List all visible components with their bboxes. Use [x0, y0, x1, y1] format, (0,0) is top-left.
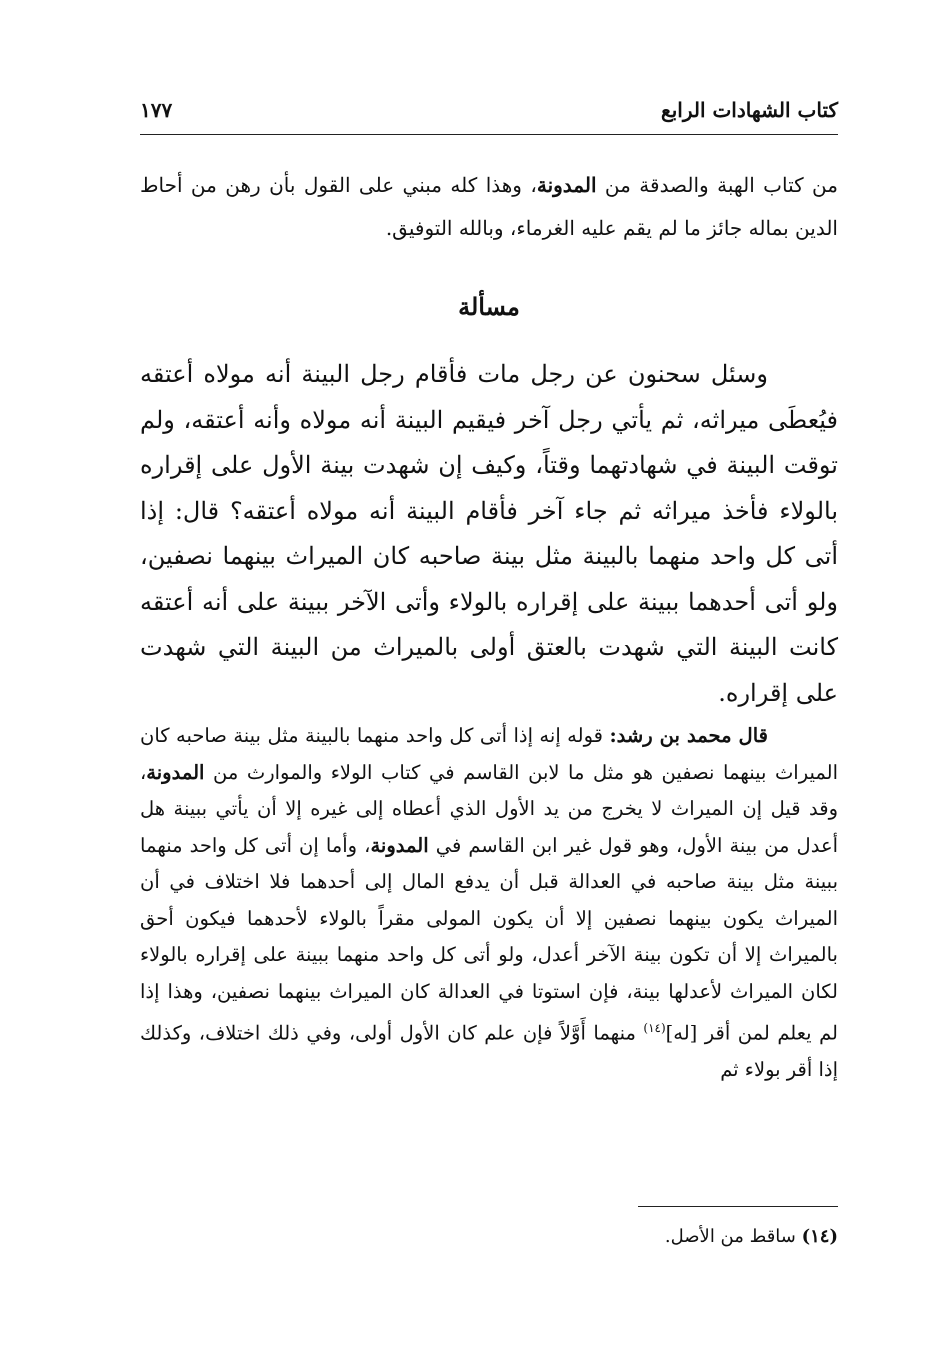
intro-paragraph: [140, 164, 838, 250]
page-number: ١٧٧: [140, 98, 173, 122]
commentary-bold-source-2: المدونة: [370, 833, 429, 857]
commentary-text-2: ، وقد قيل إن الميراث لا يخرج من يد الأول الذي أعطاه إلى غيره إلا أن يأتي ببينة هل أعدل من بينة الأول، وهو قول غير ابن القاسم في: [140, 760, 838, 857]
intro-text-1: من كتاب الهبة والصدقة من: [596, 173, 838, 197]
commentary-speaker: قال محمد بن رشد:: [609, 724, 768, 747]
footnote-divider: [638, 1206, 838, 1207]
commentary-bold-source-1: المدونة: [146, 760, 205, 784]
question-paragraph: وسئل سحنون عن رجل مات فأقام رجل البينة أنه مولاه أعتقه فيُعطَى ميراثه، ثم يأتي رجل آخر فيقيم البينة أنه مولاه وأنه أعتقه، ولم توقت البينة في شهادتهما وقتاً، وكيف إن شهدت بينة الأول على إقراره بالولاء فأخذ ميراثه ثم جاء آخر فأقام البينة أنه مولاه أعتقه؟ قال: إذا أتى كل واحد منهما بالبينة مثل بينة صاحبه كان الميراث بينهما نصفين، ولو أتى أحدهما ببينة على إقراره بالولاء وأتى الآخر ببينة على أنه أعتقه كانت البينة التي شهدت بالعتق أولى بالميراث من البينة التي شهدت على إقراره.: [140, 360, 838, 707]
footnote-number: (١٤): [801, 1226, 838, 1247]
footnote-reference[interactable]: (١٤): [643, 1021, 666, 1035]
commentary-text-4: منهما أَوَّلاً فإن علم كان الأول أولى، وفي ذلك اختلاف، وكذلك إذا أقر بولاء ثم: [140, 1021, 838, 1081]
commentary-text-3: ، وأما إن أتى كل واحد منهما ببينة مثل بينة صاحبه في العدالة قبل أن يدفع المال إلى أحدهما فلا اختلاف في أن الميراث يكون بينهما نصفين إلا أن يكون المولى مقراً بالولاء لأحدهما فيكون أحق بالميراث إلا أن تكون بينة الآخر أعدل، ولو أتى كل واحد منهما ببينة على إقراره بالولاء لكان الميراث لأعدلها بينة، فإن استوتا في العدالة كان الميراث بينهما نصفين، وهذا إذا لم يعلم لمن أقر [له]: [140, 833, 838, 1045]
footnote: [140, 1226, 838, 1247]
book-title: كتاب الشهادات الرابع: [661, 98, 838, 122]
intro-bold-source: المدونة: [536, 173, 597, 197]
footnote-text: ساقط من الأصل.: [664, 1226, 802, 1247]
intro-text-2: ، وهذا كله مبني على القول بأن رهن من أحاط الدين بماله جائز ما لم يقم عليه الغرماء، وبالله التوفيق.: [140, 173, 838, 240]
section-title: مسألة: [458, 292, 520, 321]
header-divider: [140, 134, 838, 135]
commentary-paragraph: [140, 718, 838, 1089]
commentary-text-1: قوله إنه إذا أتى كل واحد منهما بالبينة مثل بينة صاحبه كان الميراث بينهما نصفين هو مثل ما لابن القاسم في كتاب الولاء والموارث من: [140, 724, 838, 784]
running-header: [140, 98, 838, 132]
